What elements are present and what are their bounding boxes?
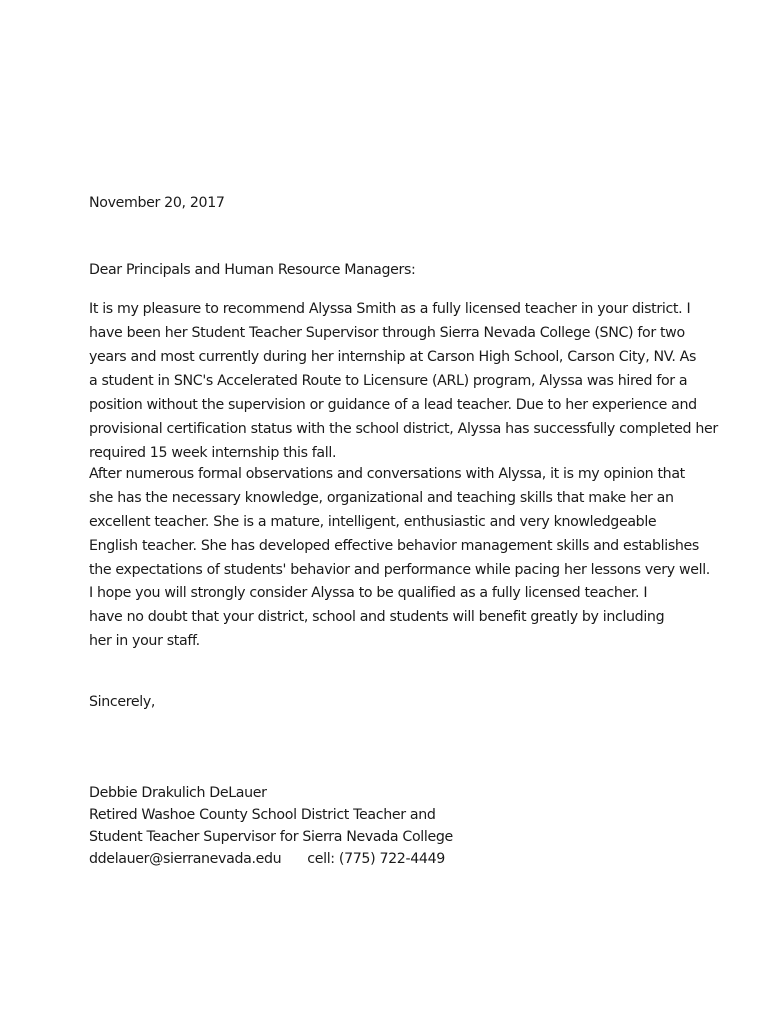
- signer-cell: cell: (775) 722-4449: [307, 851, 445, 867]
- paragraph-line: It is my pleasure to recommend Alyssa Smith as a fully licensed teacher in your district. I: [89, 301, 691, 317]
- closing: Sincerely,: [89, 694, 156, 710]
- paragraph-recommendation: [89, 297, 718, 465]
- paragraph-observations: [89, 462, 710, 582]
- paragraph-line: the expectations of students' behavior and performance while pacing her lessons very well.: [89, 562, 710, 578]
- paragraph-line: excellent teacher. She is a mature, intelligent, enthusiastic and very knowledgeable: [89, 514, 657, 530]
- paragraph-line: After numerous formal observations and conversations with Alyssa, it is my opinion that: [89, 466, 685, 482]
- contact-line: [89, 848, 453, 870]
- paragraph-line: her in your staff.: [89, 633, 200, 649]
- paragraph-line: years and most currently during her internship at Carson High School, Carson City, NV. As: [89, 349, 697, 365]
- paragraph-line: a student in SNC's Accelerated Route to Licensure (ARL) program, Alyssa was hired for a: [89, 373, 688, 389]
- paragraph-conclusion: [89, 581, 664, 653]
- signer-name: Debbie Drakulich DeLauer: [89, 785, 267, 801]
- paragraph-line: she has the necessary knowledge, organizational and teaching skills that make her an: [89, 490, 674, 506]
- signer-title-line-2: Student Teacher Supervisor for Sierra Nevada College: [89, 829, 453, 845]
- signer-title-line-1: Retired Washoe County School District Teacher and: [89, 807, 436, 823]
- paragraph-line: English teacher. She has developed effective behavior management skills and establishes: [89, 538, 699, 554]
- signer-email: ddelauer@sierranevada.edu: [89, 851, 282, 867]
- paragraph-line: required 15 week internship this fall.: [89, 445, 337, 461]
- paragraph-line: have no doubt that your district, school and students will benefit greatly by including: [89, 609, 665, 625]
- salutation: Dear Principals and Human Resource Managers:: [89, 262, 416, 278]
- paragraph-line: provisional certification status with the school district, Alyssa has successfully completed her: [89, 421, 718, 437]
- paragraph-line: I hope you will strongly consider Alyssa to be qualified as a fully licensed teacher. I: [89, 585, 648, 601]
- letter-date: November 20, 2017: [89, 195, 225, 211]
- paragraph-line: have been her Student Teacher Supervisor through Sierra Nevada College (SNC) for two: [89, 325, 685, 341]
- signature-block: [89, 782, 453, 870]
- paragraph-line: position without the supervision or guidance of a lead teacher. Due to her experience and: [89, 397, 697, 413]
